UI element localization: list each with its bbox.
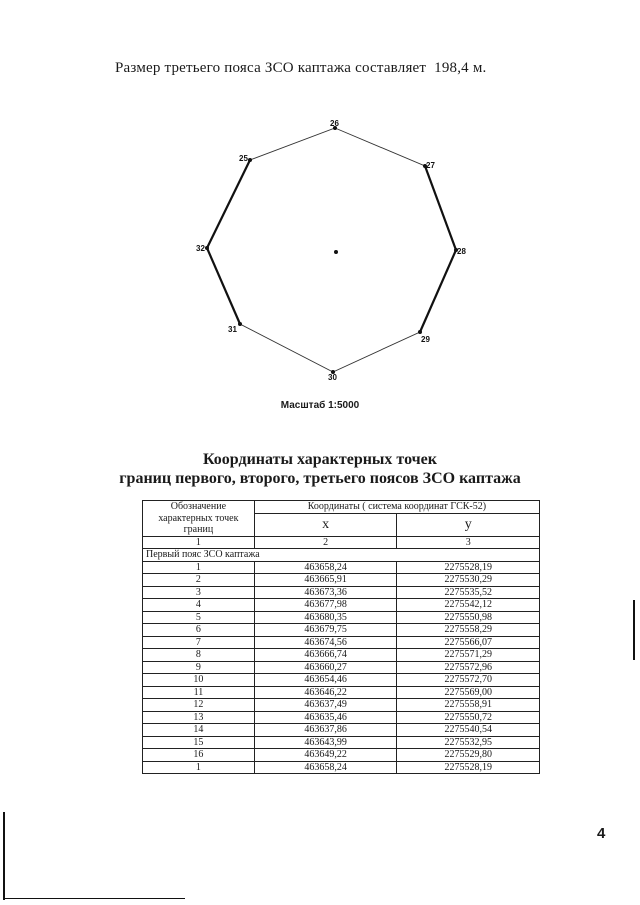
table-row bbox=[143, 749, 540, 762]
point-id-cell: 16 bbox=[143, 749, 255, 762]
y-coordinate-cell: 2275558,91 bbox=[397, 699, 540, 712]
scan-margin-line bbox=[633, 600, 635, 660]
point-id-cell: 1 bbox=[143, 561, 255, 574]
column-number: 2 bbox=[254, 536, 397, 549]
designation-header: Обозначение характерных точек границ bbox=[143, 501, 255, 537]
x-coordinate-cell: 463665,91 bbox=[254, 574, 397, 587]
y-coordinate-cell: 2275558,29 bbox=[397, 624, 540, 637]
point-label-32: 32 bbox=[196, 244, 205, 253]
column-number: 3 bbox=[397, 536, 540, 549]
y-coordinate-cell: 2275569,00 bbox=[397, 686, 540, 699]
point-label-31: 31 bbox=[228, 325, 237, 334]
boundary-thick-edges bbox=[207, 160, 456, 332]
point-label-28: 28 bbox=[457, 247, 466, 256]
map-scale: Масштаб 1:5000 bbox=[280, 400, 360, 411]
table-row bbox=[143, 624, 540, 637]
x-coordinate-cell: 463679,75 bbox=[254, 624, 397, 637]
x-coordinate-cell: 463637,49 bbox=[254, 699, 397, 712]
y-coordinate-cell: 2275572,70 bbox=[397, 674, 540, 687]
heading-line-1: Координаты характерных точек bbox=[202, 451, 437, 468]
x-coordinate-cell: 463637,86 bbox=[254, 724, 397, 737]
y-coordinate-cell: 2275529,80 bbox=[397, 749, 540, 762]
table-row bbox=[143, 599, 540, 612]
y-coordinate-cell: 2275571,29 bbox=[397, 649, 540, 662]
y-coordinate-cell: 2275535,52 bbox=[397, 586, 540, 599]
x-coordinate-cell: 463658,24 bbox=[254, 561, 397, 574]
x-coordinate-cell: 463677,98 bbox=[254, 599, 397, 612]
section-title: Первый пояс ЗСО каптажа bbox=[143, 549, 540, 562]
third-zone-boundary bbox=[207, 128, 456, 372]
y-coordinate-cell: 2275550,72 bbox=[397, 711, 540, 724]
point-id-cell: 1 bbox=[143, 761, 255, 774]
point-id-cell: 9 bbox=[143, 661, 255, 674]
y-coordinate-cell: 2275530,29 bbox=[397, 574, 540, 587]
intro-text: Размер третьего пояса ЗСО каптажа составляет bbox=[115, 60, 427, 76]
point-id-cell: 8 bbox=[143, 649, 255, 662]
point-label-30: 30 bbox=[328, 373, 337, 382]
table-row bbox=[143, 724, 540, 737]
y-coordinate-cell: 2275572,96 bbox=[397, 661, 540, 674]
y-coordinate-cell: 2275528,19 bbox=[397, 761, 540, 774]
table-row bbox=[143, 761, 540, 774]
point-id-cell: 2 bbox=[143, 574, 255, 587]
scan-margin-line bbox=[3, 812, 5, 900]
zone-size-value: 198,4 м. bbox=[434, 60, 487, 76]
x-coordinate-cell: 463674,56 bbox=[254, 636, 397, 649]
section-row bbox=[143, 549, 540, 562]
point-label-25: 25 bbox=[239, 154, 248, 163]
x-coordinate-cell: 463649,22 bbox=[254, 749, 397, 762]
x-coordinate-cell: 463654,46 bbox=[254, 674, 397, 687]
x-coordinate-cell: 463660,27 bbox=[254, 661, 397, 674]
point-id-cell: 3 bbox=[143, 586, 255, 599]
coordinates-heading bbox=[0, 450, 640, 488]
point-id-cell: 6 bbox=[143, 624, 255, 637]
point-label-26: 26 bbox=[330, 119, 339, 128]
point-id-cell: 15 bbox=[143, 736, 255, 749]
column-number: 1 bbox=[143, 536, 255, 549]
heading-line-2: границ первого, второго, третьего поясов ЗСО каптажа bbox=[119, 470, 521, 487]
point-label-29: 29 bbox=[421, 335, 430, 344]
x-coordinate-cell: 463666,74 bbox=[254, 649, 397, 662]
well-center-point bbox=[334, 250, 338, 254]
table-row bbox=[143, 611, 540, 624]
x-column-header: x bbox=[254, 513, 397, 536]
table-row bbox=[143, 586, 540, 599]
point-id-cell: 7 bbox=[143, 636, 255, 649]
point-label-27: 27 bbox=[426, 161, 435, 170]
zone-boundary-diagram bbox=[0, 110, 640, 420]
table-row bbox=[143, 661, 540, 674]
point-id-cell: 12 bbox=[143, 699, 255, 712]
x-coordinate-cell: 463646,22 bbox=[254, 686, 397, 699]
column-numbering-row bbox=[143, 536, 540, 549]
table-row bbox=[143, 561, 540, 574]
table-row bbox=[143, 649, 540, 662]
table-row bbox=[143, 636, 540, 649]
scan-bottom-line bbox=[5, 898, 185, 899]
table-row bbox=[143, 574, 540, 587]
point-id-cell: 10 bbox=[143, 674, 255, 687]
point-id-cell: 11 bbox=[143, 686, 255, 699]
table-row bbox=[143, 699, 540, 712]
table-row bbox=[143, 711, 540, 724]
x-coordinate-cell: 463643,99 bbox=[254, 736, 397, 749]
intro-sentence bbox=[115, 60, 486, 77]
coordinates-table bbox=[142, 500, 540, 774]
y-coordinate-cell: 2275542,12 bbox=[397, 599, 540, 612]
point-id-cell: 5 bbox=[143, 611, 255, 624]
y-column-header: y bbox=[397, 513, 540, 536]
y-coordinate-cell: 2275528,19 bbox=[397, 561, 540, 574]
table-row bbox=[143, 674, 540, 687]
y-coordinate-cell: 2275566,07 bbox=[397, 636, 540, 649]
y-coordinate-cell: 2275532,95 bbox=[397, 736, 540, 749]
x-coordinate-cell: 463680,35 bbox=[254, 611, 397, 624]
table-row bbox=[143, 686, 540, 699]
point-id-cell: 14 bbox=[143, 724, 255, 737]
y-coordinate-cell: 2275550,98 bbox=[397, 611, 540, 624]
x-coordinate-cell: 463635,46 bbox=[254, 711, 397, 724]
x-coordinate-cell: 463658,24 bbox=[254, 761, 397, 774]
page-number: 4 bbox=[597, 825, 606, 842]
point-id-cell: 13 bbox=[143, 711, 255, 724]
table-row bbox=[143, 736, 540, 749]
coordinates-system-header: Координаты ( система координат ГСК-52) bbox=[254, 501, 539, 514]
y-coordinate-cell: 2275540,54 bbox=[397, 724, 540, 737]
coordinates-rows bbox=[143, 561, 540, 774]
point-id-cell: 4 bbox=[143, 599, 255, 612]
x-coordinate-cell: 463673,36 bbox=[254, 586, 397, 599]
